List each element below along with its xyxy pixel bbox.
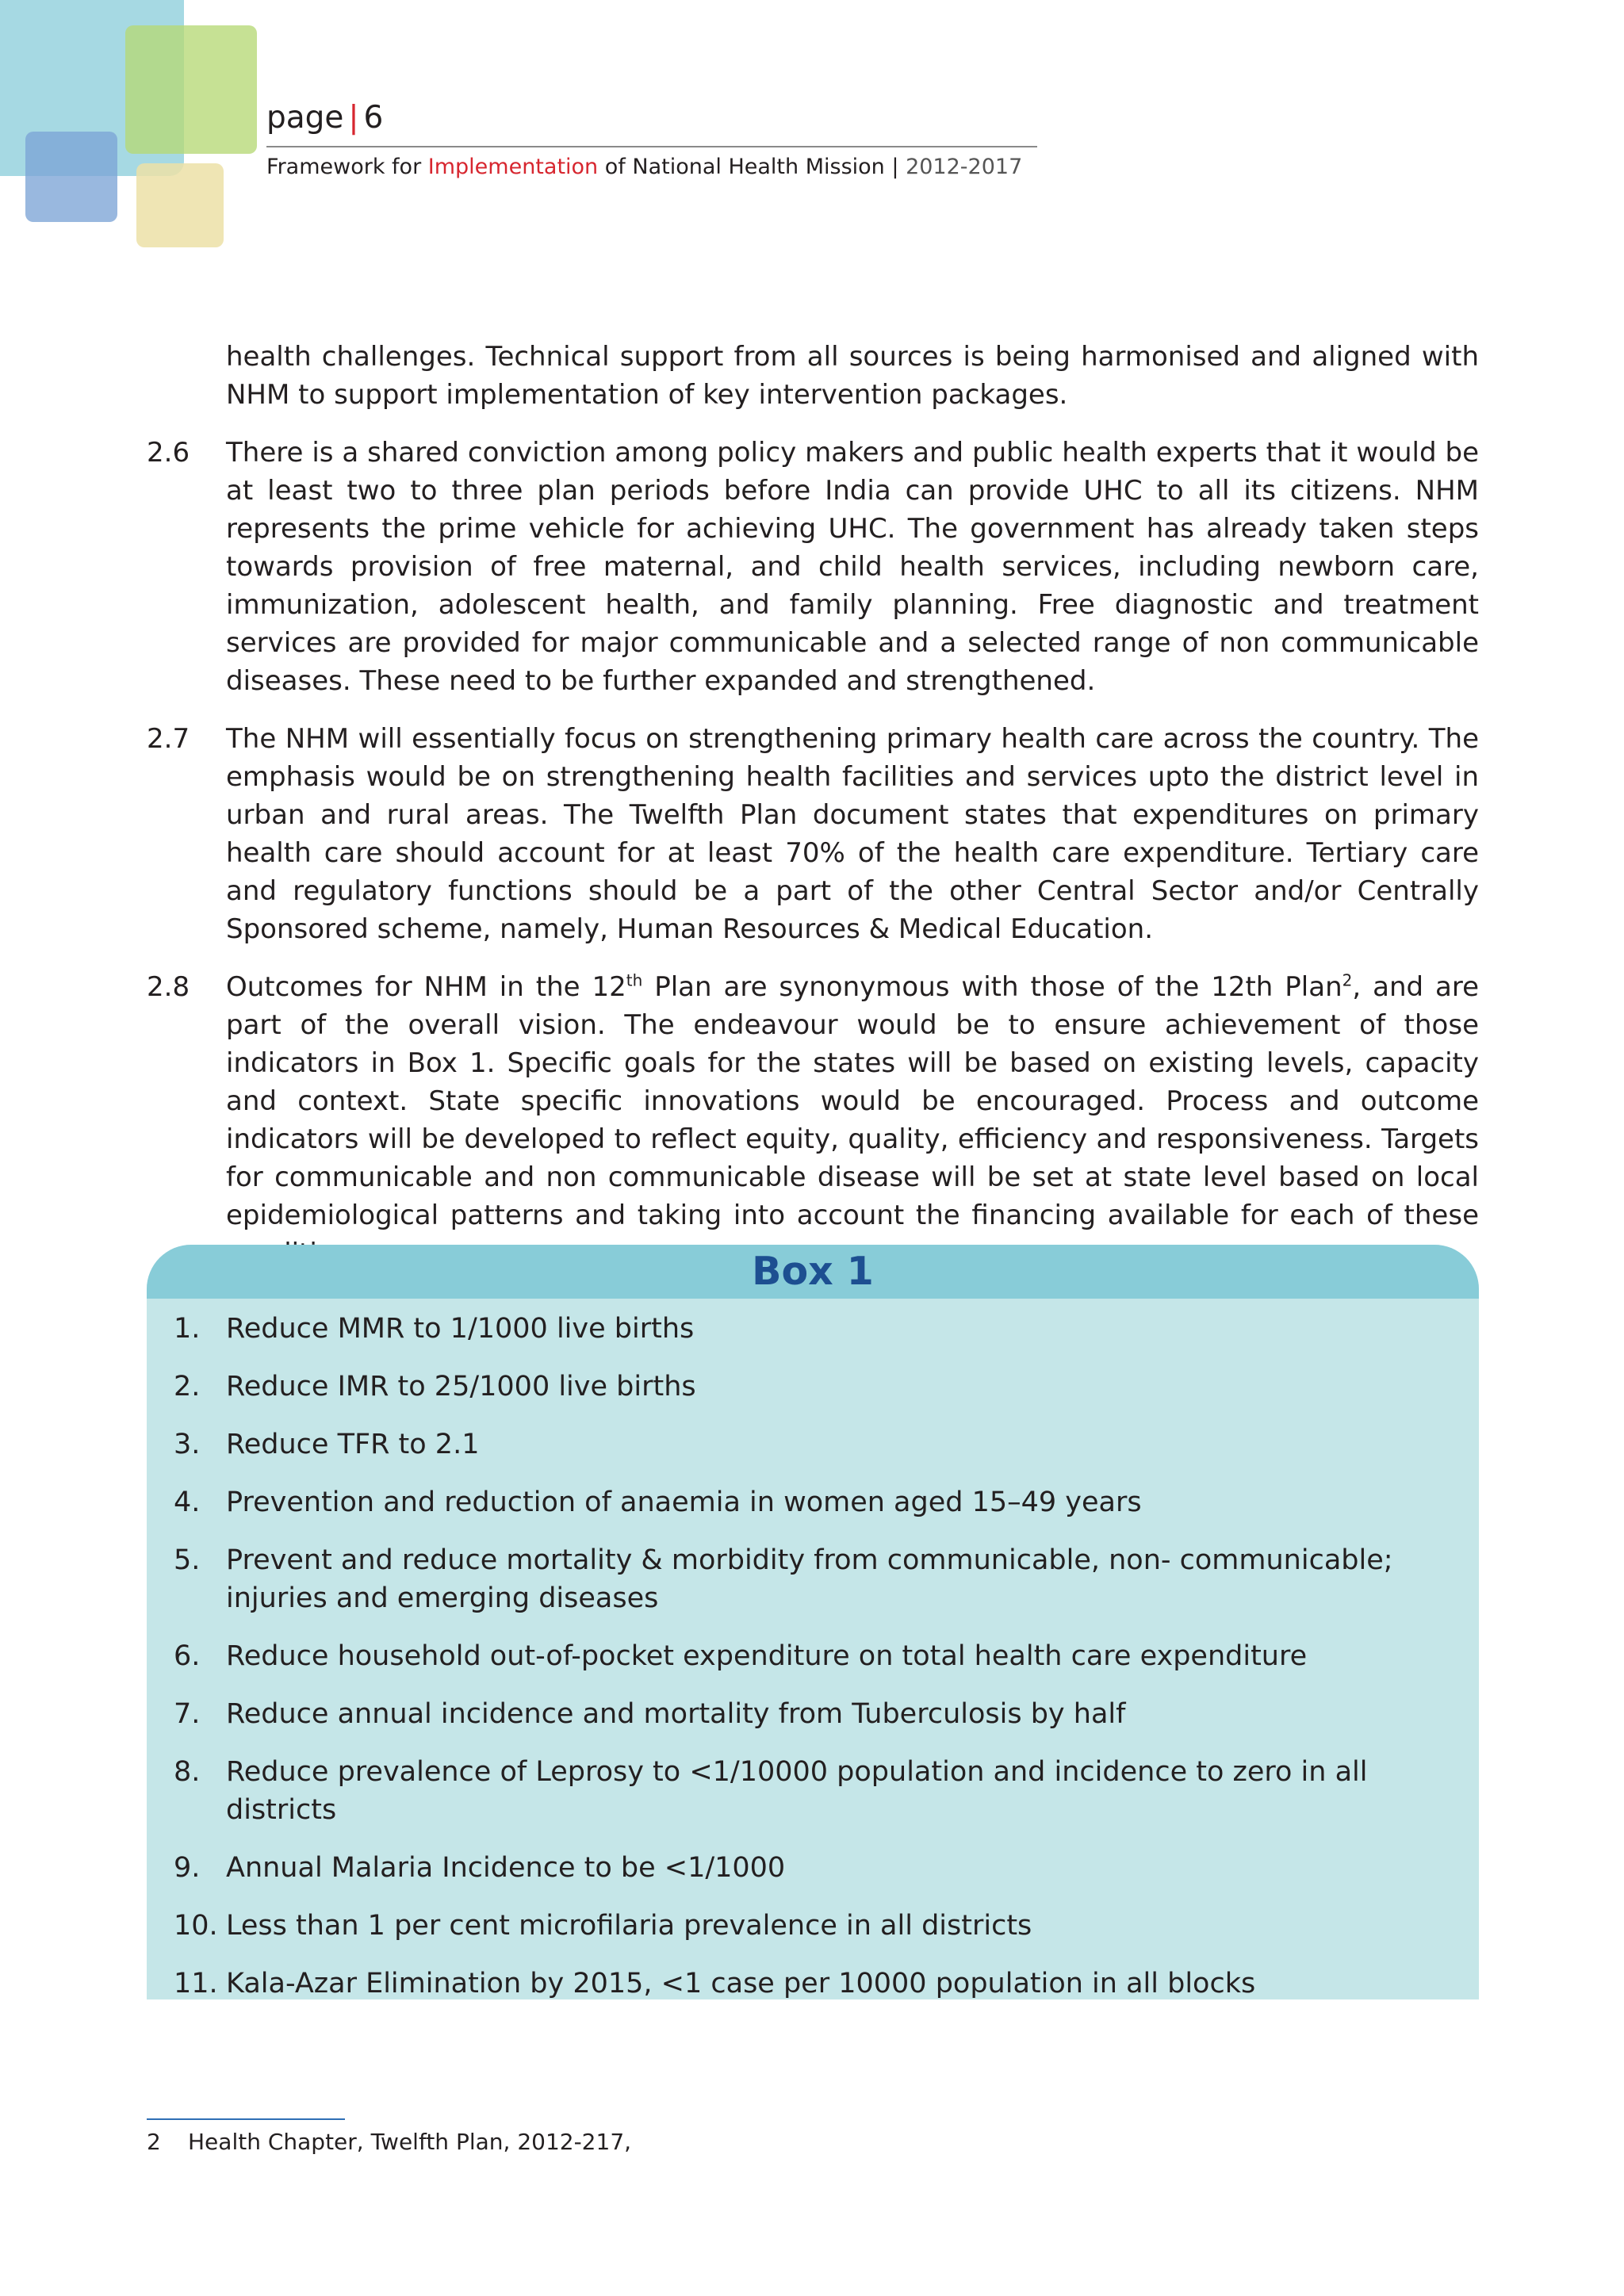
paragraph-text: health challenges. Technical support from all sources is being harmonised and aligned with NHM to support implementation of key intervention packages. — [226, 341, 1479, 411]
footnote — [147, 2128, 631, 2156]
body-text — [147, 338, 1479, 1292]
list-item — [147, 1907, 1463, 1945]
list-item — [147, 1637, 1463, 1675]
list-item-number: 1. — [174, 1313, 201, 1345]
list-item — [147, 1849, 1463, 1887]
footnote-reference: 2 — [1342, 970, 1353, 990]
box-1 — [147, 1245, 1479, 1999]
list-item — [147, 1368, 1463, 1406]
title-prefix: Framework for — [266, 155, 422, 179]
paragraph-number: 2.7 — [147, 723, 190, 755]
decorative-square-green — [125, 25, 257, 154]
document-title — [266, 154, 1037, 181]
paragraph-text-part: Plan are synonymous with those of the 12th Plan — [642, 971, 1342, 1003]
decorative-square-yellow — [136, 163, 224, 247]
list-item-text: Less than 1 per cent microfilaria prevalence in all districts — [226, 1910, 1032, 1942]
list-item-text: Reduce prevalence of Leprosy to <1/10000 population and incidence to zero in all districts — [226, 1756, 1368, 1826]
list-item-text: Annual Malaria Incidence to be <1/1000 — [226, 1852, 786, 1884]
paragraph-number: 2.8 — [147, 971, 190, 1003]
list-item — [147, 1310, 1463, 1348]
list-item — [147, 1695, 1463, 1733]
list-item-number: 9. — [174, 1852, 201, 1884]
list-item — [147, 1425, 1463, 1464]
list-item-text: Reduce TFR to 2.1 — [226, 1429, 480, 1460]
list-item-text: Reduce household out-of-pocket expenditure on total health care expenditure — [226, 1640, 1308, 1672]
paragraph-text-part: Outcomes for NHM in the 12 — [226, 971, 626, 1003]
title-separator: | — [891, 155, 899, 179]
list-item — [147, 1753, 1463, 1829]
list-item-number: 3. — [174, 1429, 201, 1460]
list-item-number: 11. — [174, 1968, 218, 1999]
paragraph-continuation — [147, 338, 1479, 414]
list-item-text: Reduce annual incidence and mortality from Tuberculosis by half — [226, 1698, 1126, 1730]
list-item — [147, 1965, 1463, 1999]
footnote-text: Health Chapter, Twelfth Plan, 2012-217, — [188, 2129, 632, 2155]
list-item-text: Reduce MMR to 1/1000 live births — [226, 1313, 695, 1345]
list-item-number: 4. — [174, 1487, 201, 1518]
list-item-number: 10. — [174, 1910, 218, 1942]
title-years: 2012-2017 — [906, 155, 1023, 179]
superscript-th: th — [626, 970, 643, 990]
list-item-text: Prevent and reduce mortality & morbidity from communicable, non- communicable; injuries and emerging diseases — [226, 1544, 1393, 1614]
list-item-text: Prevention and reduction of anaemia in women aged 15–49 years — [226, 1487, 1142, 1518]
footnote-rule — [147, 2118, 345, 2120]
box-title: Box 1 — [147, 1245, 1479, 1299]
paragraph-2-7 — [147, 720, 1479, 948]
page-number: 6 — [363, 100, 384, 136]
list-item-text: Reduce IMR to 25/1000 live births — [226, 1371, 696, 1402]
list-item-number: 5. — [174, 1544, 201, 1576]
paragraph-text: There is a shared conviction among policy makers and public health experts that it would be at least two to three plan periods before India can provide UHC to all its citizens. NHM represents the prime vehicle for achieving UHC. The government has already taken steps towards provision of free maternal, and child health services, including newborn care, immunization, adolescent health, and family planning. Free diagnostic and treatment services are provided for major communicable and a selected range of non communicable diseases. These need to be further expanded and strengthened. — [226, 437, 1479, 697]
decorative-square-blue — [25, 132, 117, 222]
list-item-number: 2. — [174, 1371, 201, 1402]
paragraph-text — [226, 968, 1479, 1272]
page-label: page — [266, 100, 344, 136]
paragraph-2-8 — [147, 968, 1479, 1272]
header-rule — [266, 146, 1037, 147]
page-separator: | — [348, 100, 359, 136]
paragraph-text-part: , and are part of the overall vision. The endeavour would be to ensure achievement of those indicators in Box 1. Specific goals for the states will be based on existing levels, capacity and context. State specific innovations would be encouraged. Process and outcome indicators will be developed to reflect equity, quality, efficiency and responsiveness. Targets for communicable and non communicable disease will be set at state level based on local epidemiological patterns and taking into account the financing available for each of these — [226, 971, 1480, 1231]
page-number-line — [266, 100, 1037, 136]
paragraph-2-6 — [147, 434, 1479, 700]
footnote-number: 2 — [147, 2129, 161, 2155]
paragraph-text: The NHM will essentially focus on strengthening primary health care across the country. The emphasis would be on strengthening health facilities and services upto the district level in urban and rural areas. The Twelfth Plan document states that expenditures on primary health care should account for at least 70% of the health care expenditure. Tertiary care and regulatory functions should be a part of the other Central Sector and/or Centrally Sponsored scheme, namely, Human Resources & Medical Education. — [226, 723, 1479, 945]
list-item — [147, 1541, 1463, 1617]
title-highlight: Implementation — [427, 155, 599, 179]
list-item-number: 7. — [174, 1698, 201, 1730]
title-suffix: of National Health Mission — [604, 155, 885, 179]
list-item — [147, 1483, 1463, 1521]
paragraph-number: 2.6 — [147, 437, 190, 469]
box-list — [147, 1299, 1479, 1999]
list-item-number: 6. — [174, 1640, 201, 1672]
list-item-text: Kala-Azar Elimination by 2015, <1 case per 10000 population in all blocks — [226, 1968, 1256, 1999]
list-item-number: 8. — [174, 1756, 201, 1788]
page-header — [266, 100, 1037, 181]
